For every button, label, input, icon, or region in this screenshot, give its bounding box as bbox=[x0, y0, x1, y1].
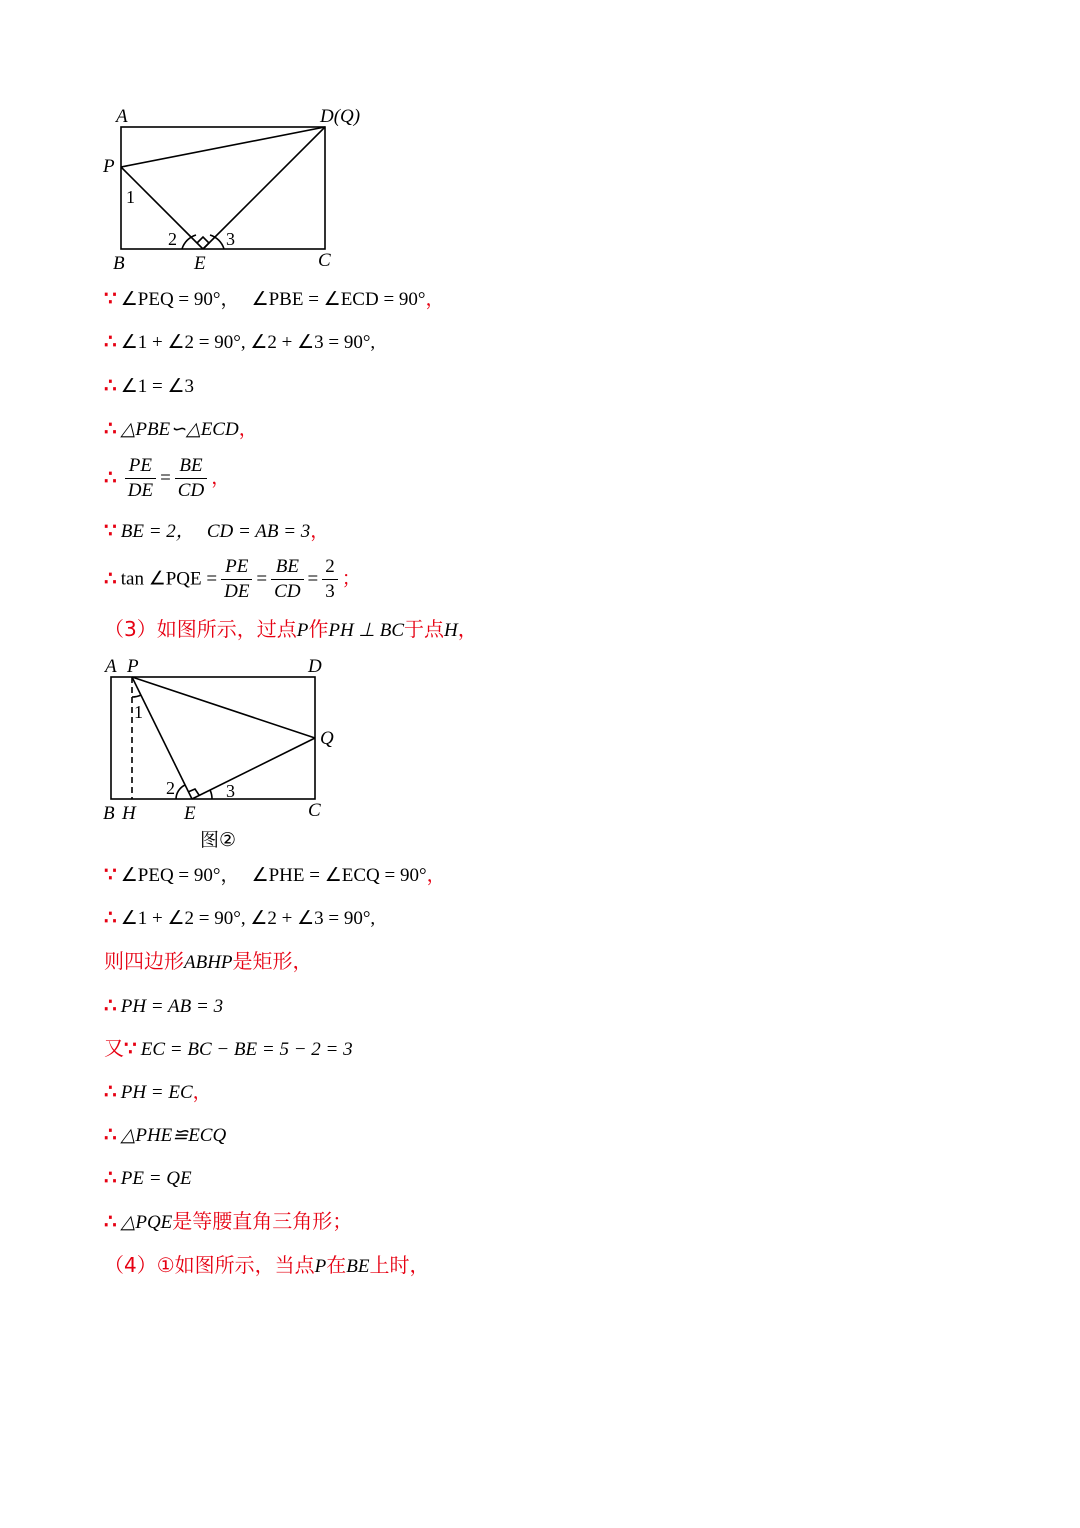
proof-line: ∴ ∠1 = ∠3 bbox=[104, 373, 195, 397]
proof-line: ∴ tan ∠PQE = $\frac{PE}{DE}$ = $\frac{BE}{CD}$ = $\frac{2}{3}$ ； bbox=[104, 556, 361, 602]
label-angle-3: 3 bbox=[226, 229, 235, 249]
label-c: C bbox=[308, 800, 321, 821]
label-angle-1: 1 bbox=[134, 702, 143, 722]
figure-2 bbox=[96, 652, 356, 852]
label-angle-3: 3 bbox=[226, 781, 235, 801]
label-angle-1: 1 bbox=[126, 187, 135, 207]
fraction: $\frac{2}{3}$ bbox=[322, 555, 338, 604]
label-d: D bbox=[308, 656, 322, 677]
proof-line: ∴ ∠1 + ∠2 = 90°, ∠2 + ∠3 = 90°, bbox=[104, 905, 376, 929]
label-angle-2: 2 bbox=[168, 229, 177, 249]
proof-line: ∵ BE = 2， CD = AB = 3， bbox=[104, 518, 330, 542]
proof-line: ∵ ∠PEQ = 90°， ∠PHE = ∠ECQ = 90°， bbox=[104, 862, 446, 886]
label-b: B bbox=[113, 253, 125, 274]
label-e: E bbox=[194, 253, 206, 274]
proof-line: ∵ ∠PEQ = 90°， ∠PBE = ∠ECD = 90°， bbox=[104, 286, 445, 310]
proof-line: ∴ $\frac{PE}{DE}$ = $\frac{BE}{CD}$ ， bbox=[104, 455, 231, 501]
proof-line: ∴ △PHE≌ECQ bbox=[104, 1122, 227, 1146]
proof-line: 则四边形ABHP是矩形， bbox=[104, 949, 313, 973]
part3-intro: （3）如图所示，过点P作PH ⊥ BC于点H， bbox=[104, 617, 478, 641]
label-angle-2: 2 bbox=[166, 778, 175, 798]
label-p: P bbox=[127, 656, 139, 677]
label-b: B bbox=[103, 803, 115, 824]
arc-angle-3 bbox=[210, 235, 224, 249]
fraction: $\frac{BE}{CD}$ bbox=[175, 454, 207, 503]
proof-line: ∴ PH = EC， bbox=[104, 1079, 212, 1103]
proof-line: ∴ △PBE∽△ECD， bbox=[104, 416, 258, 440]
proof-line: ∴ PE = QE bbox=[104, 1165, 192, 1189]
segment-pq bbox=[132, 677, 315, 738]
segment-ed bbox=[203, 127, 325, 249]
part4-intro: （4）①如图所示，当点P在BE上时， bbox=[104, 1253, 430, 1277]
label-dq: D(Q) bbox=[320, 106, 361, 127]
arc-angle-1 bbox=[132, 695, 141, 697]
figure-caption: 图② bbox=[200, 829, 237, 851]
label-q: Q bbox=[320, 728, 334, 749]
segment-pd bbox=[121, 127, 325, 167]
label-a: A bbox=[116, 106, 128, 127]
proof-line: ∴ ∠1 + ∠2 = 90°, ∠2 + ∠3 = 90°, bbox=[104, 329, 376, 353]
label-e: E bbox=[184, 803, 196, 824]
fraction: $\frac{PE}{DE}$ bbox=[221, 555, 252, 604]
proof-line: 又∵ EC = BC − BE = 5 − 2 = 3 bbox=[104, 1036, 353, 1060]
label-h: H bbox=[122, 803, 136, 824]
arc-angle-2 bbox=[176, 785, 185, 799]
arc-angle-3 bbox=[210, 790, 212, 799]
fraction: $\frac{PE}{DE}$ bbox=[125, 454, 156, 503]
label-a: A bbox=[105, 656, 117, 677]
proof-line: ∴ △PQE是等腰直角三角形； bbox=[104, 1209, 353, 1233]
fraction: $\frac{BE}{CD}$ bbox=[271, 555, 303, 604]
rectangle-abcd bbox=[121, 127, 325, 249]
proof-line: ∴ PH = AB = 3 bbox=[104, 993, 224, 1017]
label-p: P bbox=[103, 156, 115, 177]
right-angle-mark bbox=[197, 237, 209, 249]
label-c: C bbox=[318, 250, 331, 271]
arc-angle-2 bbox=[182, 235, 196, 249]
figure-1 bbox=[96, 100, 386, 280]
